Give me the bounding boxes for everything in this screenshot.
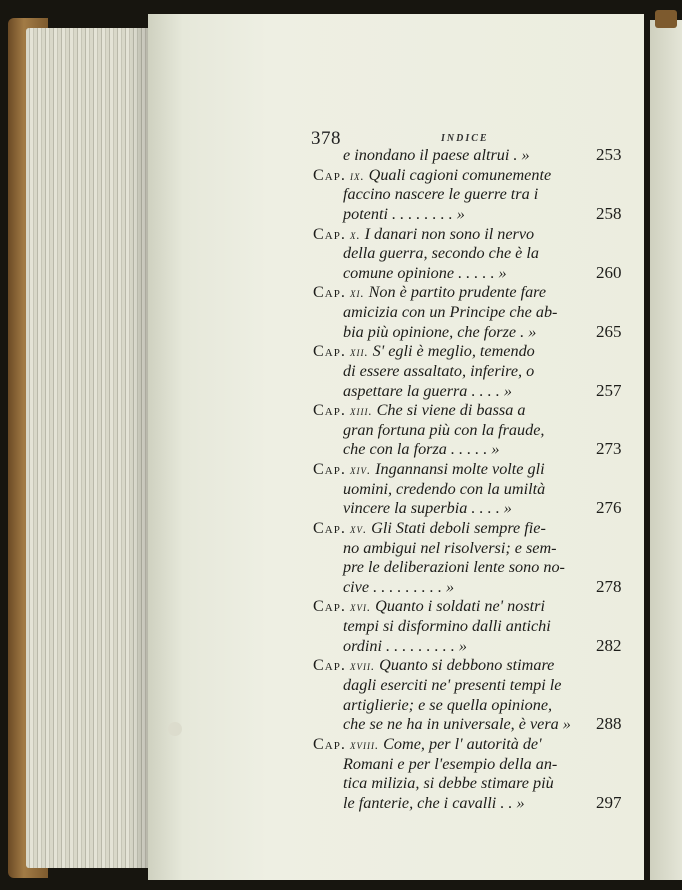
index-entry-line: bia più opinione, che forze . » <box>343 322 537 341</box>
chapter-label: Cap. <box>313 734 346 753</box>
index-page-ref: 273 <box>596 439 622 459</box>
index-entry-line: e inondano il paese altrui . » <box>343 146 530 164</box>
index-entry-text: Che si viene di bassa a <box>376 401 526 420</box>
index-entry-heading <box>313 459 545 480</box>
chapter-label: Cap. <box>313 460 346 479</box>
index-entry-heading <box>313 341 535 362</box>
index-page-ref: 288 <box>596 714 622 734</box>
chapter-label: Cap. <box>313 656 346 675</box>
index-entry-text: Quanto si debbono stimare <box>379 656 555 675</box>
index-page-ref: 258 <box>596 203 622 223</box>
index-entry-line: che con la forza . . . . . » <box>343 440 500 459</box>
index-entry-heading <box>313 518 546 539</box>
index-entry-text: Quanto i soldati ne' nostri <box>375 597 545 616</box>
index-entry-text: Ingannansi molte volte gli <box>375 460 545 479</box>
chapter-number: xvi. <box>349 600 372 615</box>
facing-page-edge <box>650 20 682 880</box>
index-entry-line: che se ne ha in universale, è vera » <box>343 715 571 734</box>
chapter-label: Cap. <box>313 224 346 243</box>
index-entry-line: dagli eserciti ne' presenti tempi le <box>343 676 562 694</box>
chapter-label: Cap. <box>313 342 346 361</box>
index-entry-text: Quali cagioni comunemente <box>368 165 552 184</box>
index-entry-line: faccino nascere le guerre tra i <box>343 185 539 204</box>
index-entry-line: amicizia con un Principe che ab- <box>343 303 558 322</box>
index-page-ref: 297 <box>596 792 622 812</box>
index-entry-heading <box>313 282 546 303</box>
chapter-number: xi. <box>349 286 365 301</box>
index-entry-heading <box>313 165 551 186</box>
index-page-ref: 260 <box>596 262 622 282</box>
index-page-ref: 282 <box>596 635 622 655</box>
chapter-label: Cap. <box>313 165 346 184</box>
index-entry-line: tempi si disformino dalli antichi <box>343 617 551 636</box>
index-page-ref: 278 <box>596 576 622 596</box>
chapter-number: xv. <box>349 521 368 536</box>
chapter-number: xiii. <box>349 404 373 419</box>
index-page-ref: 253 <box>596 145 622 164</box>
index-page-ref: 265 <box>596 321 622 341</box>
index-entry-line: uomini, credendo con la umiltà <box>343 479 546 498</box>
index-entry-line: le fanterie, che i cavalli . . » <box>343 793 525 812</box>
chapter-label: Cap. <box>313 518 346 537</box>
index-page-ref: 257 <box>596 380 622 400</box>
index-entry-heading <box>313 224 534 245</box>
index-entry-line: tica milizia, si debbe stimare più <box>343 774 554 793</box>
index-entry-text: Come, per l' autorità de' <box>383 734 542 753</box>
index-entry-line: Romani e per l'esempio della an- <box>343 754 558 773</box>
chapter-number: xiv. <box>349 463 372 478</box>
chapter-number: x. <box>349 227 361 242</box>
index-entry-line: di essere assaltato, inferire, o <box>343 361 535 380</box>
chapter-label: Cap. <box>313 401 346 420</box>
index-entry-line: della guerra, secondo che è la <box>343 244 539 263</box>
index-entry-line: no ambigui nel risolversi; e sem- <box>343 538 557 557</box>
chapter-label: Cap. <box>313 283 346 302</box>
index-entry-text: I danari non sono il nervo <box>364 224 535 243</box>
chapter-number: xii. <box>349 345 369 360</box>
index-entry-line: artiglierie; e se quella opinione, <box>343 695 553 714</box>
chapter-number: xviii. <box>349 737 380 752</box>
index-entry-text: Gli Stati deboli sempre fie- <box>371 518 546 537</box>
index-entry-text: S' egli è meglio, temendo <box>372 342 535 361</box>
page-stack-edges <box>26 28 151 868</box>
page-spot <box>168 722 182 736</box>
chapter-label: Cap. <box>313 597 346 616</box>
index-entry-line: cive . . . . . . . . . » <box>343 577 455 596</box>
chapter-number: ix. <box>349 168 365 183</box>
index-entry-line: aspettare la guerra . . . . » <box>343 381 512 400</box>
index-entry-line: comune opinione . . . . . » <box>343 263 507 282</box>
index-entry-heading <box>313 596 545 617</box>
index-entry-line: pre le deliberazioni lente sono no- <box>343 558 565 577</box>
index-entry-text: Non è partito prudente fare <box>368 283 547 302</box>
index-entry-line: ordini . . . . . . . . . » <box>343 636 467 655</box>
index-page-ref: 276 <box>596 498 622 518</box>
index-entry-heading <box>313 734 542 755</box>
index-entry-line: potenti . . . . . . . . » <box>343 204 465 223</box>
page-number: 378 <box>311 128 341 149</box>
running-head: INDICE <box>441 133 489 144</box>
index-entry-heading <box>313 400 525 421</box>
index-entry-line: gran fortuna più con la fraude, <box>343 420 545 439</box>
index-entry-heading <box>313 655 554 676</box>
index-entry-line: vincere la superbia . . . . » <box>343 499 512 518</box>
chapter-number: xvii. <box>349 659 376 674</box>
cover-corner <box>655 10 677 28</box>
